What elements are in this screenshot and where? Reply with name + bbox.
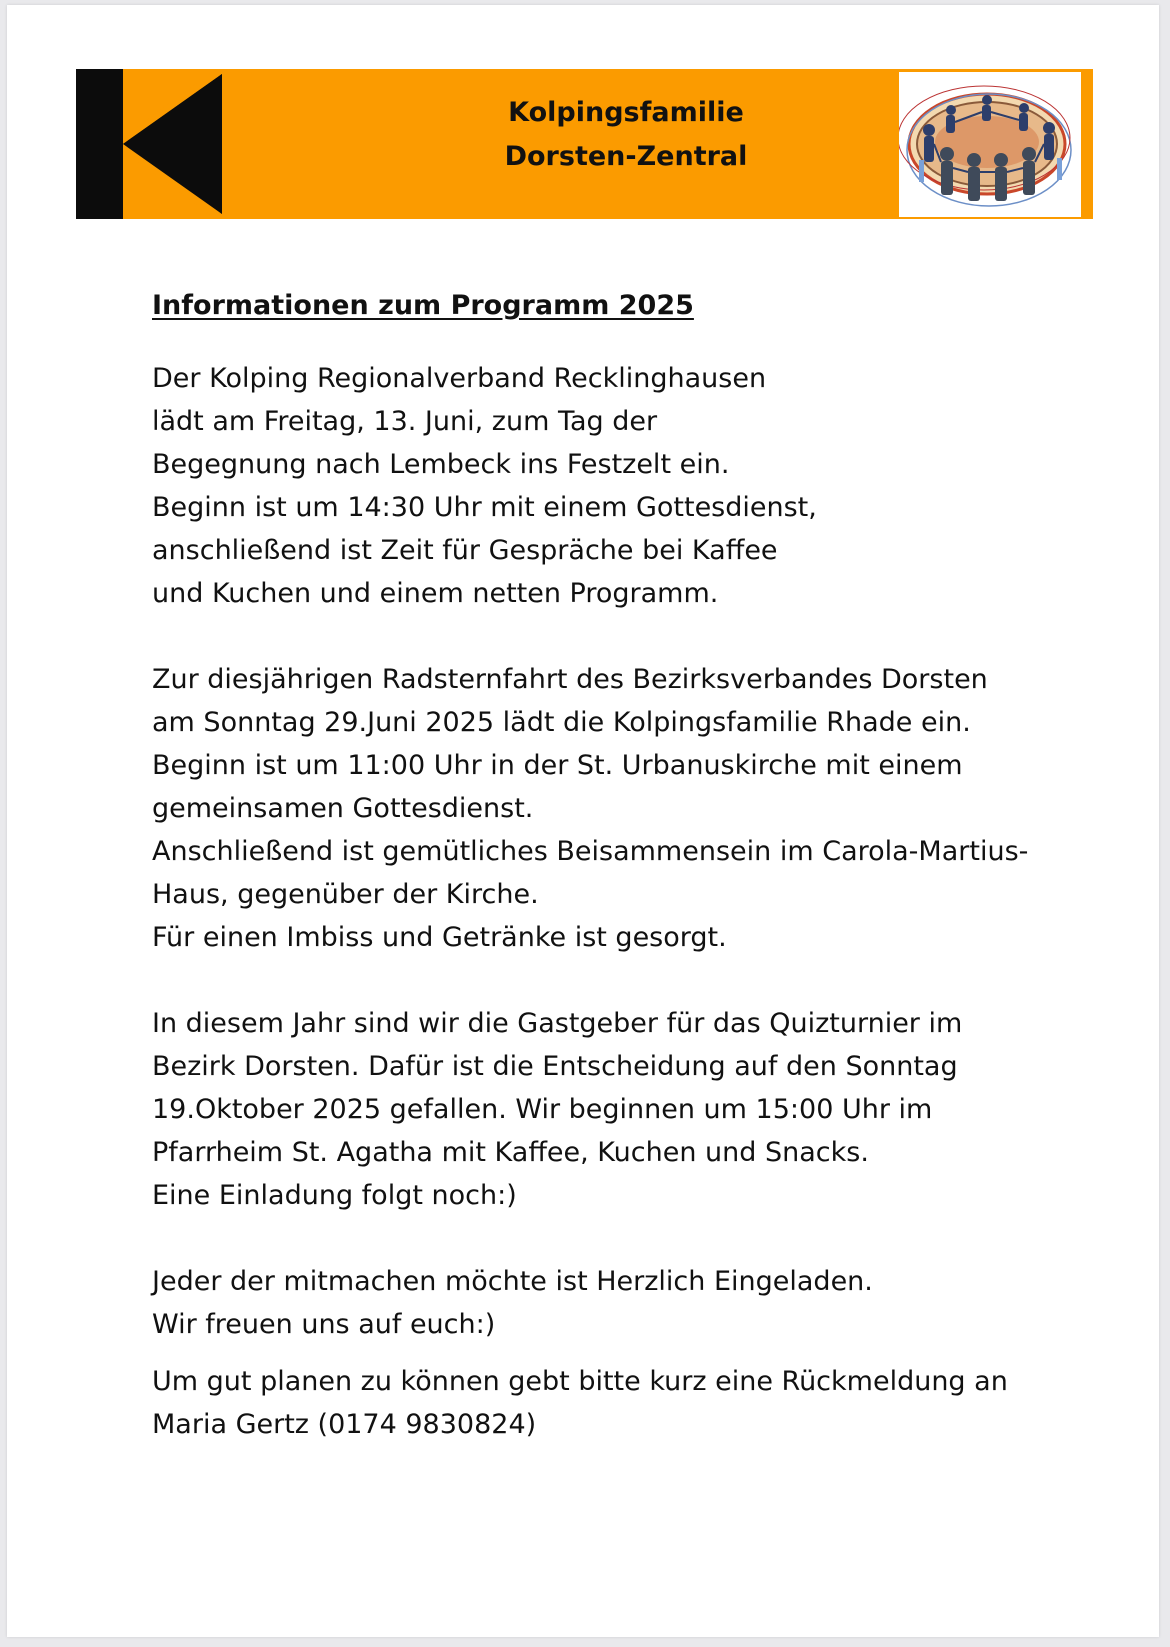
contact-line: Maria Gertz (0174 9830824) — [152, 1409, 537, 1440]
text-line: und Kuchen und einem netten Programm. — [152, 578, 719, 609]
text-line: Anschließend ist gemütliches Beisammensein im Carola-Martius- — [152, 836, 1029, 867]
text-line: Haus, gegenüber der Kirche. — [152, 879, 539, 910]
organization-location: Dorsten-Zentral — [504, 141, 748, 172]
people-circle-illustration-icon — [899, 72, 1081, 217]
text-line: Beginn ist um 14:30 Uhr mit einem Gottesdienst, — [152, 492, 817, 523]
section-contact — [152, 1360, 1092, 1446]
text-line: Begegnung nach Lembeck ins Festzelt ein. — [152, 449, 730, 480]
text-line: Bezirk Dorsten. Dafür ist die Entscheidung auf den Sonntag — [152, 1051, 958, 1082]
text-line: lädt am Freitag, 13. Juni, zum Tag der — [152, 406, 658, 437]
text-line: 19.Oktober 2025 gefallen. Wir beginnen um 15:00 Uhr im — [152, 1094, 933, 1125]
text-line: Für einen Imbiss und Getränke ist gesorgt. — [152, 922, 727, 953]
section-tag-der-begegnung — [152, 357, 1092, 615]
text-line: Der Kolping Regionalverband Recklinghausen — [152, 363, 767, 394]
text-line: Beginn ist um 11:00 Uhr in der St. Urbanuskirche mit einem — [152, 750, 963, 781]
text-line: Eine Einladung folgt noch:) — [152, 1180, 517, 1211]
text-line: gemeinsamen Gottesdienst. — [152, 793, 534, 824]
document-heading: Informationen zum Programm 2025 — [152, 290, 694, 321]
text-line: Zur diesjährigen Radsternfahrt des Bezirksverbandes Dorsten — [152, 664, 988, 695]
kolping-k-logo-icon — [76, 69, 222, 219]
text-line: Pfarrheim St. Agatha mit Kaffee, Kuchen und Snacks. — [152, 1137, 869, 1168]
text-line: Um gut planen zu können gebt bitte kurz eine Rückmeldung an — [152, 1366, 1008, 1397]
section-quizturnier — [152, 1002, 1092, 1217]
organization-title — [276, 91, 976, 179]
document-page — [7, 5, 1159, 1637]
header-banner — [76, 69, 1093, 219]
text-line: Wir freuen uns auf euch:) — [152, 1309, 496, 1340]
organization-name: Kolpingsfamilie — [508, 97, 744, 128]
text-line: am Sonntag 29.Juni 2025 lädt die Kolpingsfamilie Rhade ein. — [152, 707, 971, 738]
section-invitation — [152, 1260, 1092, 1346]
text-line: Jeder der mitmachen möchte ist Herzlich Eingeladen. — [152, 1266, 873, 1297]
text-line: In diesem Jahr sind wir die Gastgeber für das Quizturnier im — [152, 1008, 963, 1039]
text-line: anschließend ist Zeit für Gespräche bei Kaffee — [152, 535, 778, 566]
section-radsternfahrt — [152, 658, 1092, 959]
